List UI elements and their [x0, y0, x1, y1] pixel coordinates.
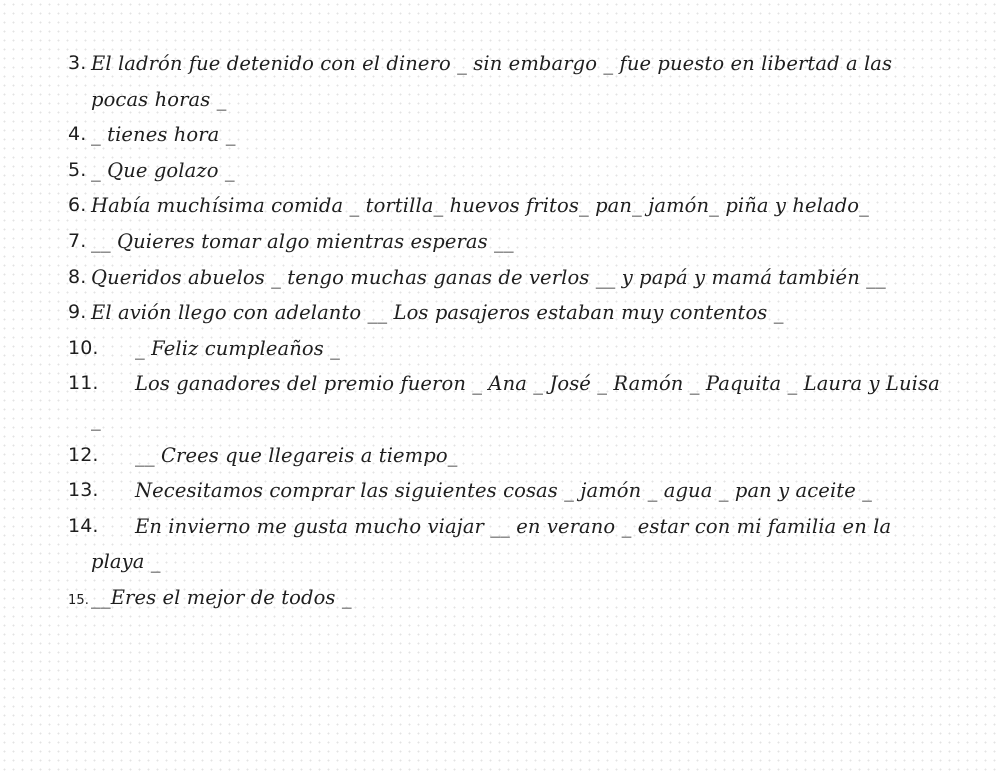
- item-number: 4.: [68, 123, 87, 146]
- item-text: _ Que golazo _: [91, 158, 235, 182]
- item-text: Había muchísima comida _ tortilla_ huevos fritos_ pan_ jamón_ piña y helado_: [91, 194, 869, 218]
- list-item: [68, 295, 948, 331]
- list-item: [68, 438, 948, 474]
- list-item: [68, 153, 948, 189]
- item-text: El avión llego con adelanto __ Los pasajeros estaban muy contentos _: [91, 301, 784, 325]
- exercise-sheet: [68, 46, 948, 616]
- list-item: [68, 188, 948, 224]
- item-number: 7.: [68, 229, 87, 252]
- list-item: [68, 580, 948, 616]
- item-number: 9.: [68, 301, 87, 324]
- list-item: [68, 366, 948, 437]
- item-text: Queridos abuelos _ tengo muchas ganas de verlos __ y papá y mamá también __: [91, 265, 886, 289]
- item-number: 8.: [68, 265, 87, 288]
- list-item: [68, 473, 948, 509]
- item-text: _ tienes hora _: [91, 123, 236, 147]
- item-number: 14.: [68, 514, 99, 537]
- item-text: __ Quieres tomar algo mientras esperas __: [91, 229, 514, 253]
- item-text: _ Feliz cumpleaños _: [135, 336, 341, 360]
- item-number: 13.: [68, 479, 99, 502]
- item-number: 12.: [68, 443, 99, 466]
- list-item: [68, 331, 948, 367]
- item-number: 11.: [68, 372, 99, 395]
- list-item: [68, 117, 948, 153]
- item-text: __Eres el mejor de todos _: [91, 585, 352, 609]
- item-text: __ Crees que llegareis a tiempo_: [135, 443, 458, 467]
- item-text: El ladrón fue detenido con el dinero _ sin embargo _ fue puesto en libertad a las pocas horas _: [91, 52, 893, 111]
- item-text: En invierno me gusta mucho viajar __ en verano _ estar con mi familia en la playa _: [91, 514, 892, 574]
- list-item: [68, 260, 948, 296]
- item-text: Necesitamos comprar las siguientes cosas _ jamón _ agua _ pan y aceite _: [135, 479, 873, 503]
- item-number: 6.: [68, 194, 87, 217]
- list-item: [68, 509, 948, 580]
- item-number: 3.: [68, 52, 87, 74]
- list-item: [68, 224, 948, 260]
- item-text: Los ganadores del premio fueron _ Ana _ José _ Ramón _ Paquita _ Laura y Luisa _: [91, 372, 940, 431]
- item-number: 10.: [68, 336, 99, 359]
- item-number: 15.: [68, 592, 89, 608]
- list-item: [68, 46, 948, 117]
- item-number: 5.: [68, 158, 87, 181]
